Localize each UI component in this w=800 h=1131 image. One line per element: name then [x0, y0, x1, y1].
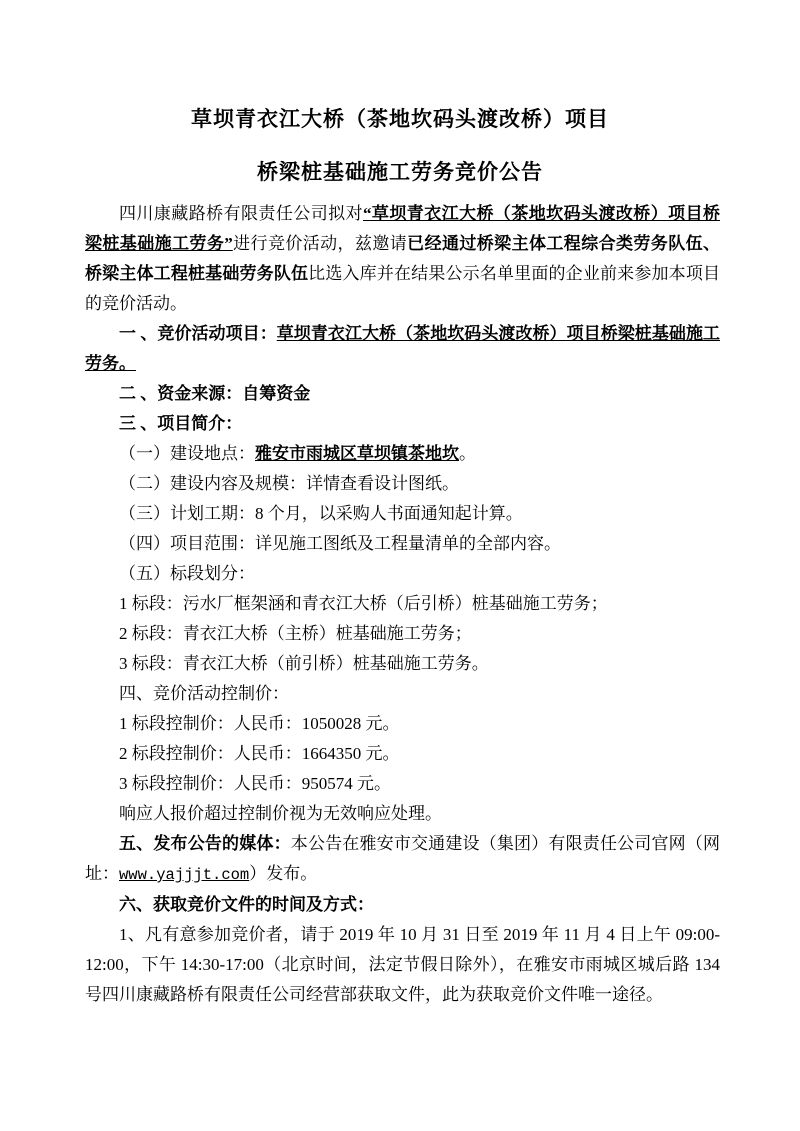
official-website-link[interactable]: www.yajjjt.com [119, 866, 250, 884]
location-value: 雅安市雨城区草坝镇茶地坎 [255, 444, 459, 463]
overview-item-location [85, 439, 720, 469]
overview-item-schedule: （三）计划工期：8 个月，以采购人书面通知起计算。 [119, 504, 523, 523]
section-5-announcement-media [85, 829, 720, 890]
overview-item-content-scale: （二）建设内容及规模：详情查看设计图纸。 [119, 474, 459, 493]
section-6-label: 六、获取竞价文件的时间及方式： [119, 895, 374, 914]
lot-2-description: 2 标段：青衣江大桥（主桥）桩基础施工劳务； [119, 624, 472, 643]
section-1-activity-project [85, 319, 720, 379]
location-label: （一）建设地点： [119, 444, 255, 463]
section-2-value: 自筹资金 [242, 384, 311, 403]
obtain-documents-paragraph: 1、凡有意参加竞价者，请于 2019 年 10 月 31 日至 2019 年 11 月 4 日上午 09:00-12:00，下午 14:30-17:00（北京时间，法定节假日除外），在雅安市雨城区城后路 134 号四川康藏路桥有限责任公司经营部获取文件，此为获取竞价文件唯一途径。 [85, 925, 720, 1004]
section-4-label: 四、竞价活动控制价： [119, 684, 289, 703]
section-5-text-after-url: ）发布。 [249, 864, 318, 883]
control-price-lot-1: 1 标段控制价：人民币：1050028 元。 [119, 714, 400, 733]
document-title-line1: 草坝青衣江大桥（茶地坎码头渡改桥）项目 [191, 107, 609, 131]
overview-item-scope: （四）项目范围：详见施工图纸及工程量清单的全部内容。 [119, 534, 561, 553]
intro-project-name: “草坝青衣江大桥（茶地坎码头渡改桥）项目桥梁桩基础施工劳务” [85, 204, 721, 253]
section-6-obtain-documents [85, 890, 720, 920]
section-2-label: 二 、资金来源： [119, 384, 243, 403]
document-body [85, 199, 720, 1010]
intro-tail-text: 比选入库并在结果公示名单里面的企业前来参加本项目的竞价活动。 [85, 264, 721, 313]
lot-1-description: 1 标段：污水厂框架涵和青衣江大桥（后引桥）桩基础施工劳务； [119, 594, 608, 613]
section-2-fund-source [85, 379, 720, 409]
control-price-lot-3: 3 标段控制价：人民币：950574 元。 [119, 774, 391, 793]
lot-3-description: 3 标段：青衣江大桥（前引桥）桩基础施工劳务。 [119, 654, 489, 673]
control-price-lot-2: 2 标段控制价：人民币：1664350 元。 [119, 744, 400, 763]
section-4-control-price [85, 679, 720, 709]
section-1-value: 草坝青衣江大桥（茶地坎码头渡改桥）项目桥梁桩基础施工劳务。 [85, 324, 720, 373]
document-title-line2: 桥梁桩基础施工劳务竞价公告 [257, 160, 543, 184]
location-suffix: 。 [459, 444, 476, 463]
control-price-note: 响应人报价超过控制价视为无效响应处理。 [119, 804, 442, 823]
title-block [0, 0, 800, 199]
section-5-label: 五、发布公告的媒体： [119, 834, 291, 853]
section-5-text-before-url: 本公告在雅安市交通建设（集团）有限责任公司官网（网址： [85, 834, 720, 883]
section-3-project-overview [85, 409, 720, 439]
intro-middle-text: 进行竞价活动，兹邀请 [232, 234, 408, 253]
section-3-label: 三 、项目简介： [119, 414, 243, 433]
section-1-label: 一 、竞价活动项目： [119, 324, 277, 343]
intro-teams-text: 已经通过桥梁主体工程综合类劳务队伍、桥梁主体工程桩基础劳务队伍 [85, 234, 721, 283]
intro-paragraph [85, 199, 720, 319]
overview-item-lot-division: （五）标段划分： [119, 564, 255, 583]
intro-lead-text: 四川康藏路桥有限责任公司拟对 [119, 204, 363, 223]
